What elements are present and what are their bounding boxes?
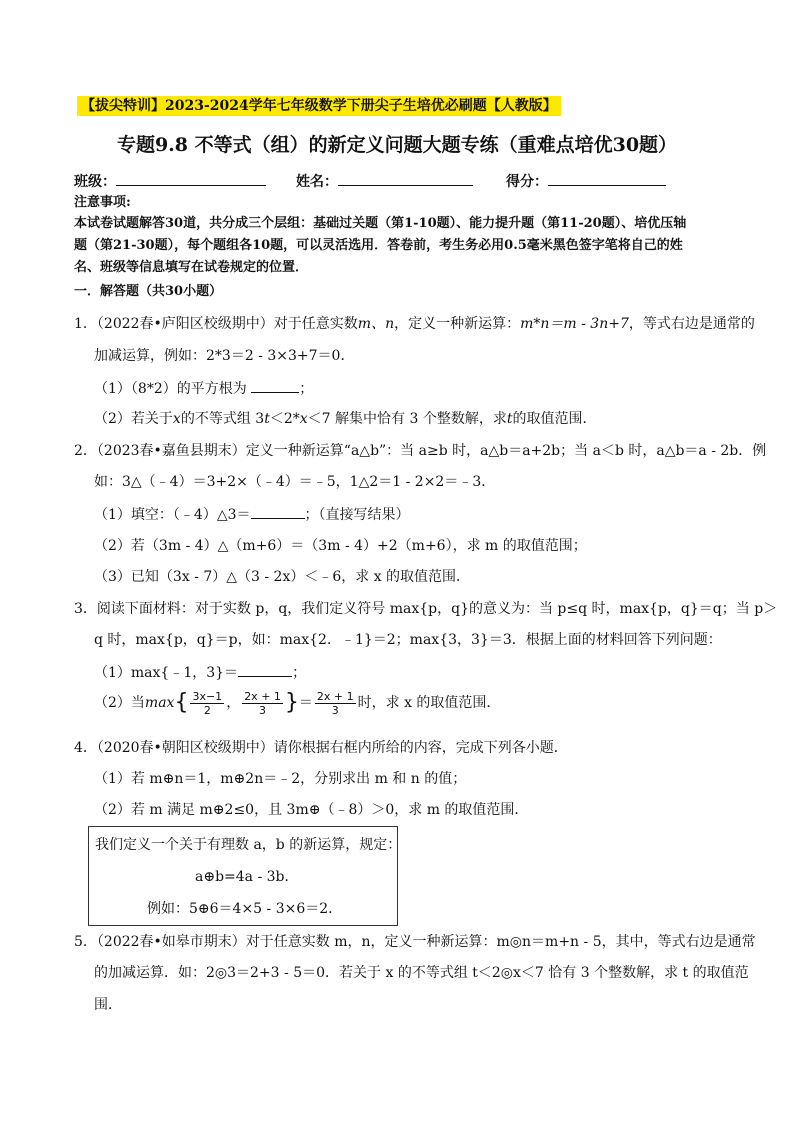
q1-part2-text: ＜2* xyxy=(269,411,300,427)
right-brace-symbol: } xyxy=(284,690,299,715)
q2-part3: （3）已知（3x - 7）△（3 - 2x）＜﹣6，求 x 的取值范围． xyxy=(94,569,471,585)
q1-var: t xyxy=(264,411,270,427)
q2-line2: 如：3△（﹣4）＝3+2×（﹣4）＝﹣5，1△2＝1 - 2×2＝﹣3． xyxy=(94,474,496,490)
q3-part2-end: 时，求 x 的取值范围． xyxy=(357,695,501,711)
fraction xyxy=(242,690,283,717)
class-label: 班级： xyxy=(74,174,116,190)
q1-var: x xyxy=(299,411,308,427)
definition-box xyxy=(88,826,402,926)
q3-part1-text: （1）max{﹣1，3}＝ xyxy=(94,665,239,681)
answer-blank[interactable] xyxy=(251,378,299,393)
answer-blank[interactable] xyxy=(251,504,305,519)
document-title: 专题9.8 不等式（组）的新定义问题大题专练（重难点培优30题） xyxy=(116,134,678,156)
q1-text: 1．（2022春•庐阳区校级期中）对于任意实数 xyxy=(74,316,358,332)
q4-part1: （1）若 m⊕n＝1，m⊕2n＝﹣2，分别求出 m 和 n 的值； xyxy=(94,771,467,787)
q5-line3: 围． xyxy=(94,997,122,1013)
q1-var: t xyxy=(506,411,513,427)
fraction-denominator: 3 xyxy=(331,703,339,717)
notes-heading: 注意事项: xyxy=(74,195,131,210)
q1-line2: 加减运算，例如：2*3＝2 - 3×3+7＝0． xyxy=(94,348,355,364)
class-field[interactable] xyxy=(74,170,266,192)
definition-example: 例如：5⊕6＝4×5 - 3×6＝2． xyxy=(147,901,343,917)
q5-line1: 5．（2022春•如皋市期末）对于任意实数 m，n，定义一种新运算：m◎n＝m+n - 5，其中，等式右边是通常 xyxy=(74,934,756,950)
q1-line1 xyxy=(74,314,755,334)
definition-formula: a⊕b=4a - 3b． xyxy=(195,869,299,885)
q1-part2 xyxy=(94,409,596,429)
q1-var: x xyxy=(172,411,181,427)
fraction-denominator: 2 xyxy=(203,703,211,717)
q3-part2 xyxy=(94,688,500,718)
section-heading: 一．解答题（共30小题） xyxy=(74,284,223,299)
q4-part2: （2）若 m 满足 m⊕2≤0，且 3m⊕（﹣8）＞0，求 m 的取值范围． xyxy=(94,802,529,818)
q3-part1-end: ； xyxy=(292,665,307,681)
q2-part1-end: ；（直接写结果） xyxy=(304,507,410,523)
name-blank[interactable] xyxy=(338,170,473,186)
q1-part2-text: （2）若关于 xyxy=(94,411,173,427)
fraction-numerator: 2x + 1 xyxy=(244,689,281,703)
q1-part1-text: （1）（8*2）的平方根为 xyxy=(94,381,247,397)
notes-line: 题（第21-30题），每个题组各10题，可以灵活选用．答卷前，考生务必用0.5毫米黑色签字笔将自己的姓 xyxy=(74,238,683,253)
left-brace-symbol: { xyxy=(174,690,189,715)
q1-text: ，等式右边是通常的 xyxy=(628,316,755,332)
fraction xyxy=(315,690,356,717)
q1-expression: m*n＝m - 3n+7 xyxy=(520,316,629,332)
student-info-row xyxy=(74,170,714,192)
score-field[interactable] xyxy=(506,170,666,192)
name-field[interactable] xyxy=(296,170,473,192)
series-banner: 【拔尖特训】2023-2024学年七年级数学下册尖子生培优必刷题【人教版】 xyxy=(77,96,561,116)
fraction-numerator: 2x + 1 xyxy=(316,689,354,703)
q2-part1-text: （1）填空：（﹣4）△3＝ xyxy=(94,507,251,523)
class-blank[interactable] xyxy=(116,170,266,186)
q1-part1 xyxy=(94,378,313,399)
q1-part2-text: 的不等式组 3 xyxy=(180,411,265,427)
q2-part1 xyxy=(94,504,410,525)
q2-part2: （2）若（3m - 4）△（m+6）＝（3m - 4）+2（m+6），求 m 的取值范围； xyxy=(94,538,587,554)
fraction-denominator: 3 xyxy=(259,703,267,717)
fraction xyxy=(190,690,224,717)
q1-vars: m、n xyxy=(357,316,395,332)
notes-body xyxy=(74,213,724,279)
answer-blank[interactable] xyxy=(238,662,292,677)
definition-line: 我们定义一个关于有理数 a，b 的新运算，规定： xyxy=(95,837,402,853)
separator: ， xyxy=(226,695,241,711)
q3-part1 xyxy=(94,662,306,683)
q1-text: ，定义一种新运算： xyxy=(394,316,521,332)
q3-line2: q 时，max{p，q}＝p，如：max{2．﹣1}＝2；max{3，3}＝3．根据上面的材料回答下列问题： xyxy=(94,632,722,648)
notes-line: 名、班级等信息填写在试卷规定的位置． xyxy=(74,260,309,275)
q1-part2-text: 的取值范围． xyxy=(512,411,597,427)
q4-line1: 4．（2020春•朝阳区校级期中）请你根据右框内所给的内容，完成下列各小题． xyxy=(74,740,568,756)
q3-part2-text: （2）当 xyxy=(94,695,145,711)
q3-line1: 3．阅读下面材料：对于实数 p，q，我们定义符号 max{p，q}的意义为：当 p≤q 时，max{p，q}＝q；当 p＞ xyxy=(74,601,778,617)
q2-line1: 2．（2023春•嘉鱼县期末）定义一种新运算“a△b”：当 a≥b 时，a△b＝a+2b；当 a＜b 时，a△b＝a - 2b．例 xyxy=(74,443,767,459)
name-label: 姓名： xyxy=(296,174,338,190)
fraction-numerator: 3x−1 xyxy=(192,689,223,703)
notes-line: 本试卷试题解答30道，共分成三个层组：基础过关题（第1-10题）、能力提升题（第11-20题）、培优压轴 xyxy=(74,216,687,231)
score-label: 得分： xyxy=(506,174,548,190)
q1-part1-end: ； xyxy=(299,381,314,397)
q5-line2: 的加减运算．如：2◎3＝2+3 - 5＝0．若关于 x 的不等式组 t＜2◎x＜7 恰有 3 个整数解，求 t 的取值范 xyxy=(94,965,749,981)
score-blank[interactable] xyxy=(548,170,666,186)
max-function: max xyxy=(144,695,175,711)
equals-sign: ＝ xyxy=(298,695,313,711)
q1-part2-text: ＜7 解集中恰有 3 个整数解，求 xyxy=(307,411,507,427)
